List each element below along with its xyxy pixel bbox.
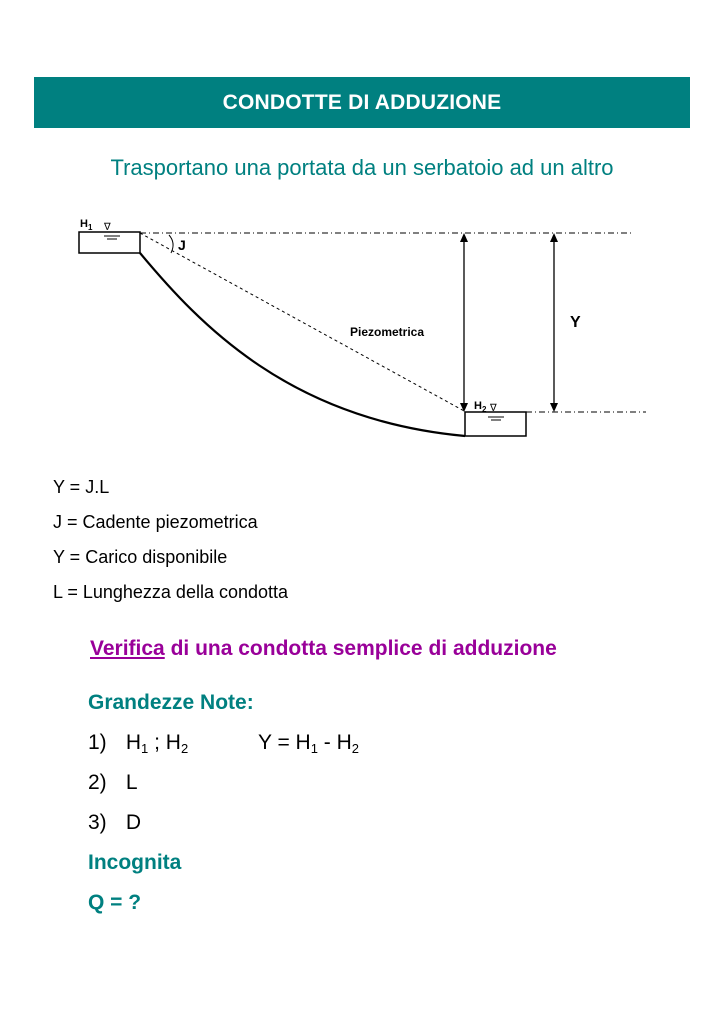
h2-label: $H_2$ (474, 400, 487, 414)
h1-value: $H_1$ ; $H_2$ (125, 731, 189, 756)
head-arrow-top (460, 233, 468, 242)
h1-label: $H_1$ (80, 218, 93, 232)
verifica-rest: di una condotta semplice di adduzione (164, 637, 557, 660)
item-text: D (125, 811, 142, 834)
piezometric-label: Piezometrica (350, 325, 425, 339)
upper-reservoir (79, 232, 140, 253)
definitions-list (53, 470, 288, 610)
known-item-2 (88, 763, 254, 803)
h1-water-symbol: ∇ (104, 222, 111, 233)
definition-j: J = Cadente piezometrica (53, 512, 258, 532)
definition-y: Y = J.L (53, 477, 110, 497)
known-heading: Grandezze Note: (88, 691, 254, 714)
j-angle-arc (169, 235, 173, 253)
y-arrow-top (550, 233, 558, 242)
piezometric-line (140, 233, 466, 412)
known-quantities (88, 683, 360, 923)
subtitle: Trasportano una portata da un serbatoio ad un altro (110, 155, 614, 180)
pipe-curve (140, 253, 465, 436)
definition-l: L = Lunghezza della condotta (53, 582, 289, 602)
item-number: 2) (88, 771, 107, 794)
h2-water-symbol: ∇ (490, 403, 497, 414)
y-arrow-bottom (550, 403, 558, 412)
unknown-heading: Incognita (88, 851, 182, 874)
pipeline-diagram (0, 205, 724, 465)
verifica-heading (90, 637, 557, 661)
y-label: Y (570, 314, 581, 331)
item-number: 1) (88, 731, 107, 754)
known-item-1 (88, 723, 360, 763)
definition-carico: Y = Carico disponibile (53, 547, 228, 567)
unknown-value: Q = ? (88, 891, 142, 914)
item-number: 3) (88, 811, 107, 834)
known-item-3 (88, 803, 254, 843)
item-text: L (125, 771, 138, 794)
head-arrow-bottom (460, 403, 468, 412)
j-label: J (178, 237, 186, 253)
title-bar (34, 77, 690, 128)
verifica-underlined: Verifica (90, 637, 165, 660)
y-formula: $Y = H_1 - H_2$ (258, 731, 360, 756)
lower-reservoir (465, 412, 526, 436)
page-title: CONDOTTE DI ADDUZIONE (222, 90, 502, 114)
